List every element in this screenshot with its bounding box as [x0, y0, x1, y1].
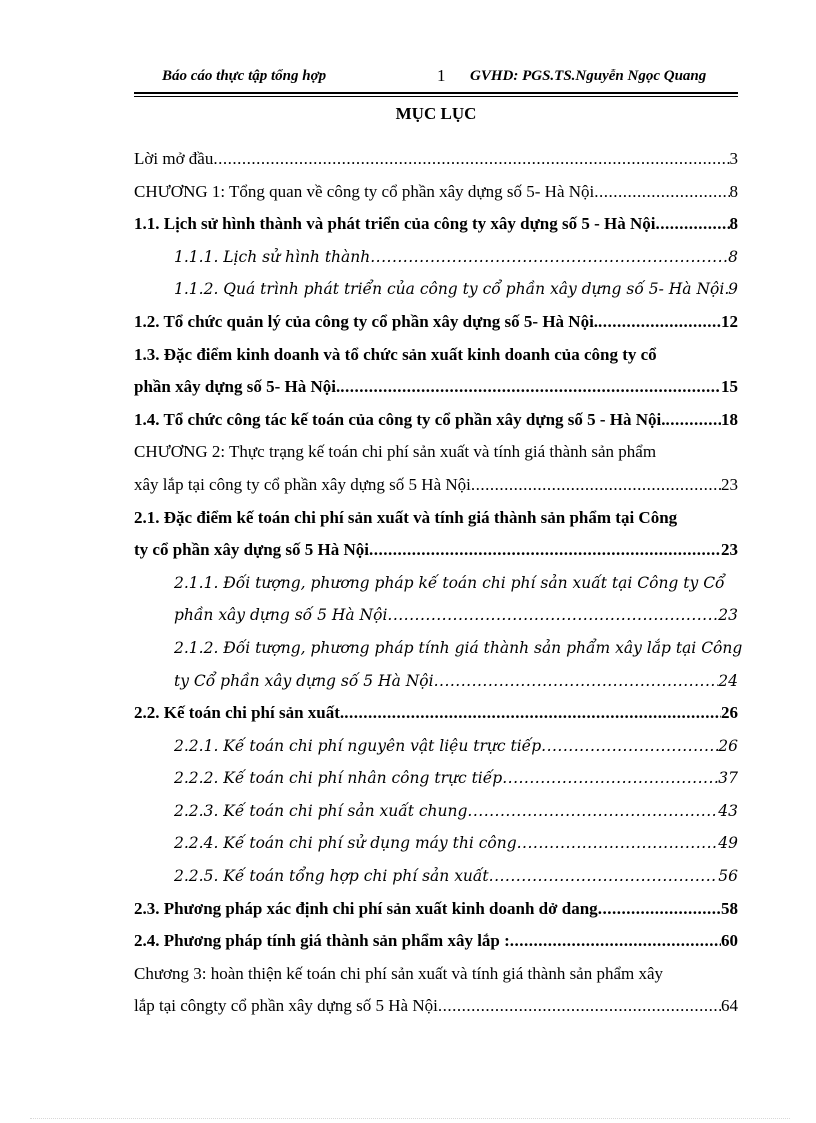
- footer-divider: [30, 1118, 790, 1119]
- toc-entry-intro[interactable]: Lời mở đầu ..... 3: [134, 143, 738, 176]
- toc-entry-2-3[interactable]: 2.3. Phương pháp xác định chi phí sản xuất kinh doanh dở dang ..... 58: [134, 893, 738, 926]
- header-page-number: 1: [437, 66, 446, 85]
- toc-entry-2-2-1[interactable]: 2.2.1. Kế toán chi phí nguyên vật liệu trực tiếp ..... 26: [134, 730, 738, 763]
- toc-entry-2-4[interactable]: 2.4. Phương pháp tính giá thành sản phẩm xây lắp : ..... 60: [134, 925, 738, 958]
- toc-entry-2-1-1-line1[interactable]: 2.1.1. Đối tượng, phương pháp kế toán chi phí sản xuất tại Công ty Cổ: [174, 573, 725, 592]
- toc-entry-1-1[interactable]: 1.1. Lịch sử hình thành và phát triển của công ty xây dựng số 5 - Hà Nội ..... 8: [134, 208, 738, 241]
- toc-entry-1-1-1[interactable]: 1.1.1. Lịch sử hình thành ..... 8: [134, 241, 738, 274]
- toc-entry-2-1-line2[interactable]: ty cổ phần xây dựng số 5 Hà Nội ..... 23: [134, 534, 738, 567]
- toc-entry-1-3-line2[interactable]: phần xây dựng số 5- Hà Nội. ..... 15: [134, 371, 738, 404]
- header-report-title: Báo cáo thực tập tổng hợp: [162, 68, 327, 84]
- page-title: MỤC LỤC: [395, 104, 477, 123]
- toc-entry-1-3-line1[interactable]: 1.3. Đặc điểm kinh doanh và tổ chức sản xuất kinh doanh của công ty cổ: [134, 344, 657, 364]
- toc-entry-2-1-2-line1[interactable]: 2.1.2. Đối tượng, phương pháp tính giá thành sản phẩm xây lắp tại Công: [174, 638, 743, 657]
- toc-entry-2-2-5[interactable]: 2.2.5. Kế toán tổng hợp chi phí sản xuất ..... 56: [134, 860, 738, 893]
- toc-entry-chapter-2-line2[interactable]: xây lắp tại công ty cổ phần xây dựng số 5 Hà Nội ..... 23: [134, 469, 738, 502]
- toc-entry-1-2[interactable]: 1.2. Tổ chức quản lý của công ty cổ phần xây dựng số 5- Hà Nội. ..... 12: [134, 306, 738, 339]
- toc-entry-2-1-1-line2[interactable]: phần xây dựng số 5 Hà Nội ..... 23: [134, 599, 738, 632]
- toc-entry-chapter-3-line2[interactable]: lắp tại côngty cổ phần xây dựng số 5 Hà Nội ..... 64: [134, 990, 738, 1023]
- header-rule-thin: [134, 96, 738, 97]
- toc-entry-2-1-line1[interactable]: 2.1. Đặc điểm kế toán chi phí sản xuất và tính giá thành sản phẩm tại Công: [134, 507, 678, 527]
- toc-entry-2-2-4[interactable]: 2.2.4. Kế toán chi phí sử dụng máy thi công ..... 49: [134, 827, 738, 860]
- toc-entry-2-2-3[interactable]: 2.2.3. Kế toán chi phí sản xuất chung ..... 43: [134, 795, 738, 828]
- page-header: [134, 64, 738, 90]
- header-rule-thick: [134, 92, 738, 94]
- toc-entry-1-4[interactable]: 1.4. Tổ chức công tác kế toán của công ty cổ phần xây dựng số 5 - Hà Nội. ..... 18: [134, 404, 738, 437]
- toc-entry-chapter-2-line1[interactable]: CHƯƠNG 2: Thực trạng kế toán chi phí sản xuất và tính giá thành sản phẩm: [134, 442, 657, 462]
- toc-entry-chapter-3-line1[interactable]: Chương 3: hoàn thiện kế toán chi phí sản xuất và tính giá thành sản phẩm xây: [134, 963, 664, 983]
- toc-entry-2-1-2-line2[interactable]: ty Cổ phần xây dựng số 5 Hà Nội ..... 24: [134, 665, 738, 698]
- toc-entry-1-1-2[interactable]: 1.1.2. Quá trình phát triển của công ty cổ phần xây dựng số 5- Hà Nội ..... 9: [134, 273, 738, 306]
- toc-entry-2-2-2[interactable]: 2.2.2. Kế toán chi phí nhân công trực tiếp ..... 37: [134, 762, 738, 795]
- header-supervisor: GVHD: PGS.TS.Nguyễn Ngọc Quang: [470, 68, 707, 84]
- table-of-contents: [134, 143, 743, 1023]
- toc-entry-2-2[interactable]: 2.2. Kế toán chi phí sản xuất. ..... 26: [134, 697, 738, 730]
- toc-entry-chapter-1[interactable]: CHƯƠNG 1: Tổng quan về công ty cổ phần xây dựng số 5- Hà Nội ..... 8: [134, 176, 738, 209]
